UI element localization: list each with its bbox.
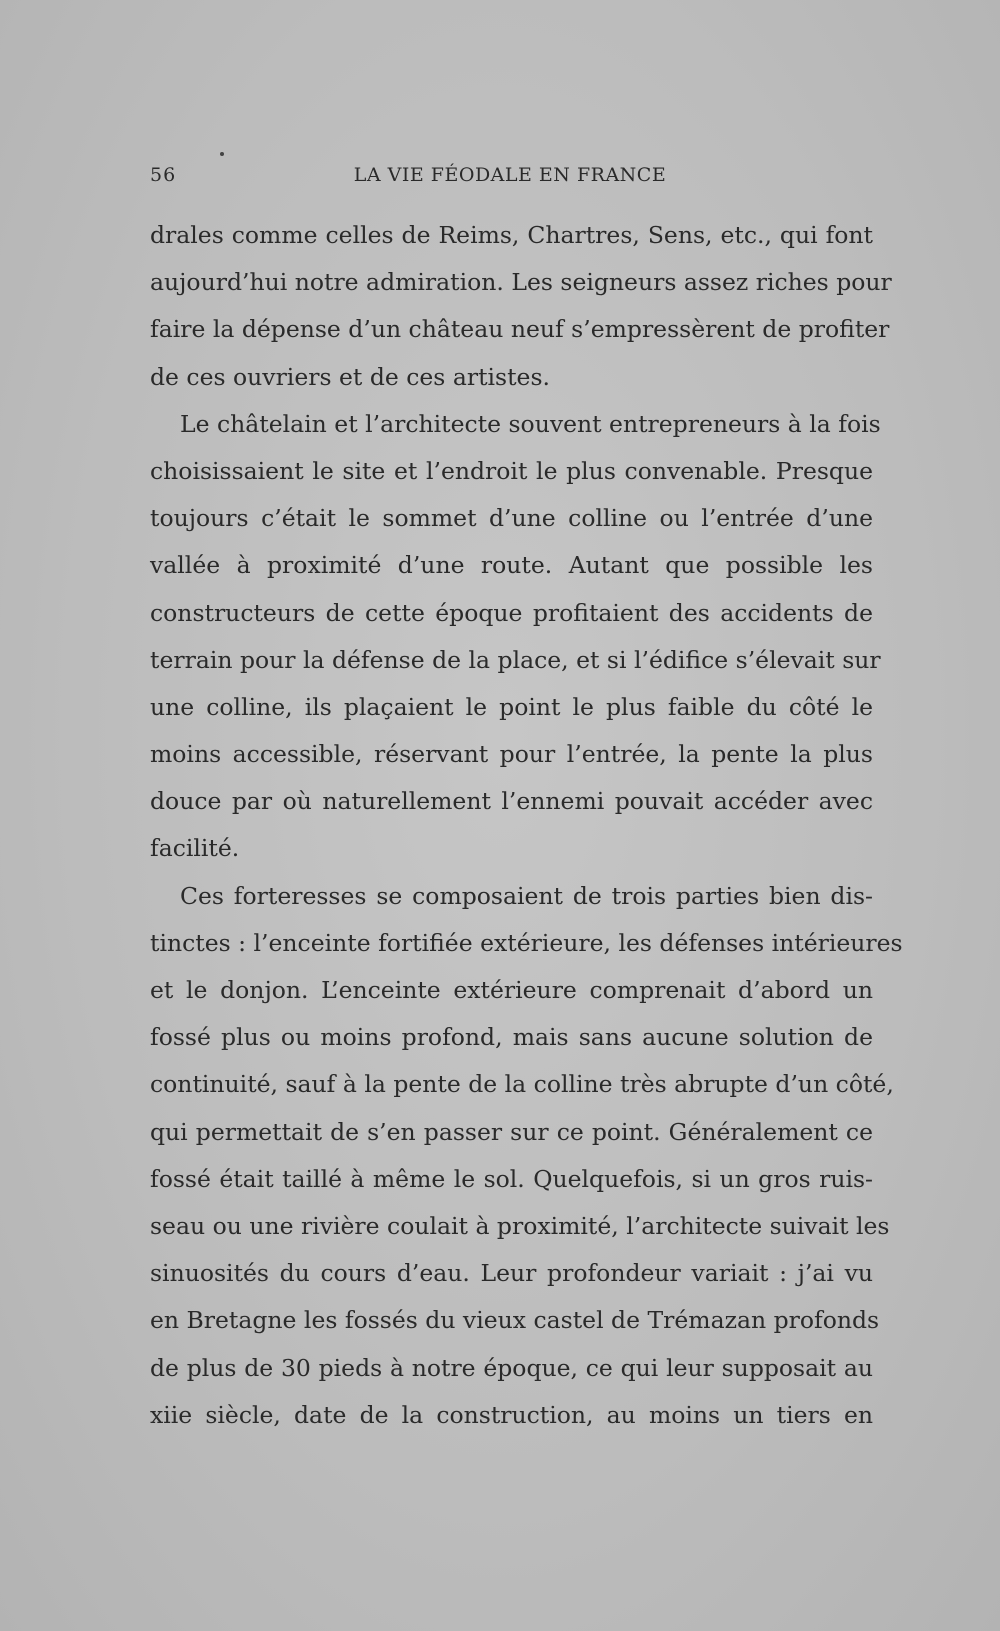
text-line: toujours c’était le sommet d’une colline ou l’entrée d’une [150,504,873,533]
text-line: constructeurs de cette époque profitaient des accidents de [150,598,873,627]
text-line: choisissaient le site et l’endroit le plus convenable. Presque [150,456,873,485]
text-line: moins accessible, réservant pour l’entrée, la pente la plus [150,740,873,769]
text-line: fossé était taillé à même le sol. Quelquefois, si un gros ruis- [150,1164,873,1193]
text-line: douce par où naturellement l’ennemi pouvait accéder avec [150,787,873,816]
text-line: et le donjon. L’enceinte extérieure comprenait d’abord un [150,976,873,1004]
text-line: Ces forteresses se composaient de trois parties bien dis- [180,881,873,910]
text-line: facilité. [150,834,240,863]
text-line: faire la dépense d’un château neuf s’empressèrent de profiter [150,315,890,344]
page-number: 56 [150,164,177,186]
text-line: fossé plus ou moins profond, mais sans aucune solution de [150,1023,873,1052]
book-title: LA VIE FÉODALE EN FRANCE [353,164,667,186]
body-text [150,212,903,1439]
text-line: sinuosités du cours d’eau. Leur profondeur variait : j’ai vu [150,1259,873,1288]
text-line: Le châtelain et l’architecte souvent entrepreneurs à la fois [180,409,881,438]
text-line: de ces ouvriers et de ces artistes. [150,362,550,391]
text-line: xiie siècle, date de la construction, au moins un tiers en [150,1400,873,1429]
running-head [150,164,870,192]
text-line: une colline, ils plaçaient le point le plus faible du côté le [150,692,873,721]
text-line: seau ou une rivière coulait à proximité, l’architecte suivait les [150,1211,890,1240]
text-line: en Bretagne les fossés du vieux castel de Trémazan profonds [150,1306,880,1335]
text-line: tinctes : l’enceinte fortifiée extérieure, les défenses intérieures [150,928,903,957]
ink-speck [220,152,224,156]
text-line: terrain pour la défense de la place, et si l’édifice s’élevait sur [150,645,881,674]
text-line: aujourd’hui notre admiration. Les seigneurs assez riches pour [150,268,892,297]
text-line: qui permettait de s’en passer sur ce point. Généralement ce [150,1117,873,1146]
text-line: vallée à proximité d’une route. Autant que possible les [150,551,873,580]
text-line: continuité, sauf à la pente de la colline très abrupte d’un côté, [150,1070,894,1099]
text-line: de plus de 30 pieds à notre époque, ce qui leur supposait au [150,1353,873,1382]
text-line: drales comme celles de Reims, Chartres, Sens, etc., qui font [150,221,873,249]
